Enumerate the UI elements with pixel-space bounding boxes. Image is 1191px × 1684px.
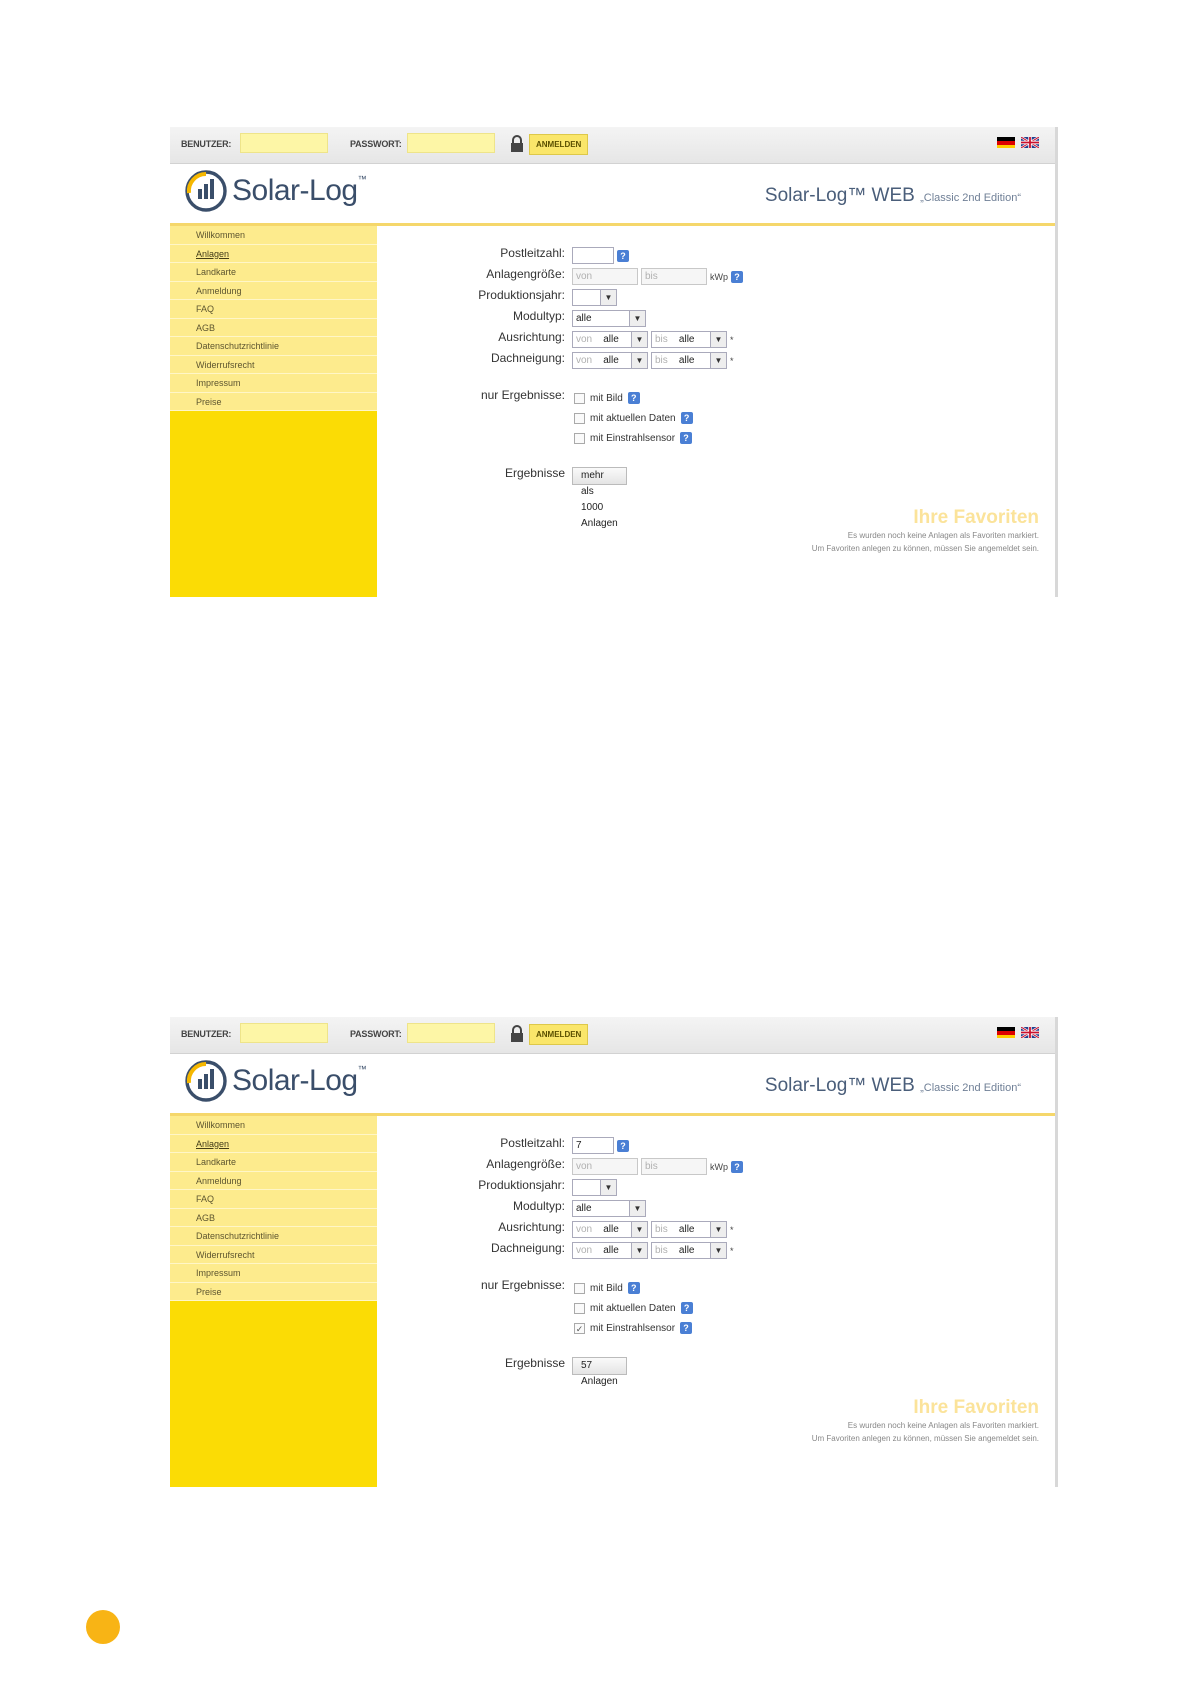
sidebar-item-agb[interactable]: AGB (170, 319, 377, 338)
produktionsjahr-select[interactable] (572, 1179, 617, 1196)
favorites-panel (812, 507, 1039, 555)
chevron-down-icon: ▼ (710, 1243, 726, 1258)
dachneigung-from-select[interactable]: von alle ▼ (572, 1242, 648, 1259)
nur-ergebnisse-label: nur Ergebnisse: (480, 388, 565, 402)
lock-icon (510, 1025, 524, 1043)
mit-bild-checkbox[interactable] (574, 1283, 585, 1294)
info-icon[interactable]: ? (731, 1161, 743, 1173)
postleitzahl-label: Postleitzahl: (500, 1136, 565, 1150)
brand-edition: „Classic 2nd Edition“ (920, 1082, 1021, 1094)
chevron-down-icon: ▼ (710, 353, 726, 368)
dachneigung-to-select[interactable]: bis alle ▼ (651, 1242, 727, 1259)
chevron-down-icon: ▼ (629, 1201, 645, 1216)
sidebar-item-preise[interactable]: Preise (170, 393, 377, 412)
mit-aktuellen-daten-checkbox[interactable] (574, 413, 585, 424)
nur-ergebnisse-label: nur Ergebnisse: (480, 1278, 565, 1292)
logo-trademark: ™ (357, 174, 367, 184)
chevron-down-icon: ▼ (631, 1222, 647, 1237)
mit-bild-checkbox[interactable] (574, 393, 585, 404)
mit-aktuellen-daten-label: mit aktuellen Daten (590, 412, 676, 424)
password-label: PASSWORT: (350, 1029, 402, 1039)
brand-edition: „Classic 2nd Edition“ (920, 192, 1021, 204)
mit-aktuellen-daten-checkbox[interactable] (574, 1303, 585, 1314)
anlagengroesse-from-input[interactable]: von (572, 1158, 638, 1175)
solar-log-logo-icon (184, 169, 228, 213)
kwp-unit: kWp (710, 1161, 728, 1172)
favorites-title: Ihre Favoriten (913, 1397, 1039, 1418)
german-flag-icon[interactable] (997, 137, 1015, 148)
info-icon[interactable]: ? (628, 392, 640, 404)
anlagengroesse-to-input[interactable]: bis (641, 1158, 707, 1175)
brand-name: Solar-Log™ WEB (764, 185, 915, 206)
page-marker-dot (86, 1610, 120, 1644)
favorites-title: Ihre Favoriten (913, 507, 1039, 528)
favorites-text-2: Um Favoriten anlegen zu können, müssen Sie angemeldet sein. (811, 544, 1039, 553)
produktionsjahr-label: Produktionsjahr: (478, 1178, 565, 1192)
sidebar-item-faq[interactable]: FAQ (170, 1190, 377, 1209)
produktionsjahr-label: Produktionsjahr: (478, 288, 565, 302)
brand-name: Solar-Log™ WEB (764, 1075, 915, 1096)
mit-einstrahlsensor-label: mit Einstrahlsensor (590, 1322, 676, 1334)
kwp-unit: kWp (710, 271, 728, 282)
required-star: * (730, 1224, 734, 1235)
modultyp-select[interactable]: alle ▼ (572, 1200, 646, 1217)
chevron-down-icon: ▼ (629, 311, 645, 326)
chevron-down-icon: ▼ (631, 353, 647, 368)
mit-einstrahlsensor-checkbox[interactable] (574, 433, 585, 444)
anlagengroesse-to-input[interactable]: bis (641, 268, 707, 285)
favorites-text-1: Es wurden noch keine Anlagen als Favoriten markiert. (847, 1421, 1039, 1430)
required-star: * (730, 1245, 734, 1256)
mit-einstrahlsensor-label: mit Einstrahlsensor (590, 432, 676, 444)
mit-einstrahlsensor-option[interactable] (574, 1322, 692, 1334)
solar-log-logo[interactable] (184, 1059, 366, 1103)
sidebar-item-anmeldung[interactable]: Anmeldung (170, 282, 377, 301)
sidebar-item-widerrufsrecht[interactable]: Widerrufsrecht (170, 356, 377, 375)
solar-log-logo[interactable] (184, 169, 366, 213)
modultyp-label: Modultyp: (512, 309, 565, 323)
username-input[interactable] (240, 1023, 328, 1043)
german-flag-icon[interactable] (997, 1027, 1015, 1038)
ausrichtung-label: Ausrichtung: (498, 330, 565, 344)
mit-aktuellen-daten-option[interactable] (574, 1302, 693, 1314)
info-icon[interactable]: ? (617, 250, 629, 262)
favorites-text-2: Um Favoriten anlegen zu können, müssen Sie angemeldet sein. (811, 1434, 1039, 1443)
sidebar-item-datenschutzrichtlinie[interactable]: Datenschutzrichtlinie (170, 337, 377, 356)
anlagengroesse-from-input[interactable]: von (572, 268, 638, 285)
sidebar-item-anmeldung[interactable]: Anmeldung (170, 1172, 377, 1191)
mit-einstrahlsensor-checkbox[interactable]: ✓ (575, 1323, 584, 1334)
sidebar-item-impressum[interactable]: Impressum (170, 374, 377, 393)
dachneigung-label: Dachneigung: (490, 351, 565, 365)
info-icon[interactable]: ? (681, 1302, 693, 1314)
brand-title (765, 1075, 1021, 1097)
english-flag-icon[interactable] (1021, 137, 1039, 148)
username-label: BENUTZER: (181, 1029, 232, 1039)
sidebar-item-willkommen[interactable]: Willkommen (170, 226, 377, 245)
info-icon[interactable]: ? (731, 271, 743, 283)
chevron-down-icon: ▼ (710, 1222, 726, 1237)
ausrichtung-label: Ausrichtung: (498, 1220, 565, 1234)
ausrichtung-to-select[interactable]: bis alle ▼ (651, 331, 727, 348)
mit-bild-label: mit Bild (590, 392, 623, 404)
login-button[interactable]: ANMELDEN (529, 1024, 588, 1045)
required-star: * (730, 334, 734, 345)
username-label: BENUTZER: (181, 139, 232, 149)
anlagengroesse-label: Anlagengröße: (486, 267, 565, 281)
logo-trademark: ™ (357, 1064, 367, 1074)
brand-title (765, 185, 1021, 207)
ergebnisse-label: Ergebnisse (504, 1356, 565, 1370)
lock-icon (510, 135, 524, 153)
screenshot-search-empty (170, 127, 1058, 597)
ausrichtung-from-select[interactable]: von alle ▼ (572, 331, 648, 348)
sidebar-item-anlagen[interactable]: Anlagen (170, 245, 377, 264)
sidebar-item-impressum[interactable]: Impressum (170, 1264, 377, 1283)
ausrichtung-from-select[interactable]: von alle ▼ (572, 1221, 648, 1238)
chevron-down-icon: ▼ (600, 290, 616, 305)
ergebnisse-label: Ergebnisse (504, 466, 565, 480)
favorites-text-1: Es wurden noch keine Anlagen als Favoriten markiert. (847, 531, 1039, 540)
postleitzahl-input[interactable]: 7 (572, 1137, 614, 1154)
password-label: PASSWORT: (350, 139, 402, 149)
postleitzahl-label: Postleitzahl: (500, 246, 565, 260)
dachneigung-from-select[interactable]: von alle ▼ (572, 352, 648, 369)
mit-bild-option[interactable] (574, 392, 640, 404)
info-icon[interactable]: ? (680, 1322, 692, 1334)
anlagengroesse-label: Anlagengröße: (486, 1157, 565, 1171)
info-icon[interactable]: ? (681, 412, 693, 424)
solar-log-logo-icon (184, 1059, 228, 1103)
sidebar-item-faq[interactable]: FAQ (170, 300, 377, 319)
password-input[interactable] (407, 1023, 495, 1043)
sidebar-item-willkommen[interactable]: Willkommen (170, 1116, 377, 1135)
sidebar-item-landkarte[interactable]: Landkarte (170, 263, 377, 282)
favorites-panel (812, 1397, 1039, 1445)
dachneigung-to-select[interactable]: bis alle ▼ (651, 352, 727, 369)
password-input[interactable] (407, 133, 495, 153)
modultyp-label: Modultyp: (512, 1199, 565, 1213)
english-flag-icon[interactable] (1021, 1027, 1039, 1038)
sidebar-item-datenschutzrichtlinie[interactable]: Datenschutzrichtlinie (170, 1227, 377, 1246)
login-button[interactable]: ANMELDEN (529, 134, 588, 155)
ergebnisse-button[interactable]: mehr als 1000 Anlagen (572, 467, 627, 485)
mit-aktuellen-daten-option[interactable] (574, 412, 693, 424)
mit-bild-option[interactable] (574, 1282, 640, 1294)
info-icon[interactable]: ? (628, 1282, 640, 1294)
sidebar-item-anlagen[interactable]: Anlagen (170, 1135, 377, 1154)
screenshot-search-filtered (170, 1017, 1058, 1487)
sidebar-item-agb[interactable]: AGB (170, 1209, 377, 1228)
logo-text: Solar-Log™ (232, 174, 367, 207)
postleitzahl-input[interactable] (572, 247, 614, 264)
modultyp-select[interactable]: alle ▼ (572, 310, 646, 327)
dachneigung-label: Dachneigung: (490, 1241, 565, 1255)
mit-einstrahlsensor-option[interactable] (574, 432, 692, 444)
info-icon[interactable]: ? (617, 1140, 629, 1152)
sidebar (170, 1116, 377, 1487)
chevron-down-icon: ▼ (600, 1180, 616, 1195)
chevron-down-icon: ▼ (631, 332, 647, 347)
logo-text: Solar-Log™ (232, 1064, 367, 1097)
chevron-down-icon: ▼ (631, 1243, 647, 1258)
sidebar-item-preise[interactable]: Preise (170, 1283, 377, 1302)
ausrichtung-to-select[interactable]: bis alle ▼ (651, 1221, 727, 1238)
mit-aktuellen-daten-label: mit aktuellen Daten (590, 1302, 676, 1314)
chevron-down-icon: ▼ (710, 332, 726, 347)
sidebar-item-widerrufsrecht[interactable]: Widerrufsrecht (170, 1246, 377, 1265)
login-bar (170, 1017, 1055, 1054)
sidebar (170, 226, 377, 597)
info-icon[interactable]: ? (680, 432, 692, 444)
mit-bild-label: mit Bild (590, 1282, 623, 1294)
login-bar (170, 127, 1055, 164)
sidebar-item-landkarte[interactable]: Landkarte (170, 1153, 377, 1172)
required-star: * (730, 355, 734, 366)
username-input[interactable] (240, 133, 328, 153)
ergebnisse-button[interactable]: 57 Anlagen (572, 1357, 627, 1375)
produktionsjahr-select[interactable] (572, 289, 617, 306)
